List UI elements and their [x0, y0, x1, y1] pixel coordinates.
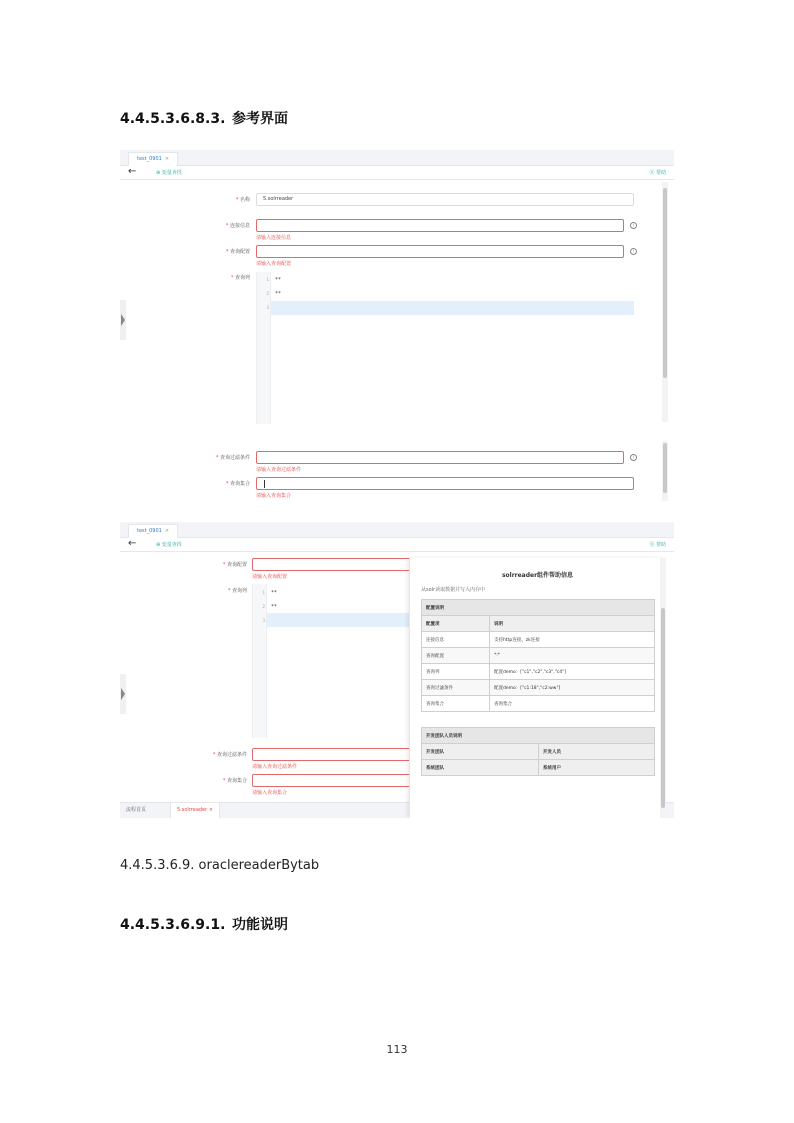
tab-label: test_0901 [137, 528, 162, 534]
collection-label: * 查询集合 [222, 778, 247, 784]
line-number: 2 [266, 291, 269, 296]
screenshot-help-panel [120, 522, 674, 818]
collapse-handle[interactable] [120, 674, 126, 714]
query-config-label: * 查询配置 [222, 562, 247, 568]
collection-error: 请输入查询集合 [256, 493, 292, 499]
section-number: 4.4.5.3.6.9.1. [120, 917, 226, 933]
code-line: ** [275, 277, 282, 283]
query-config-error: 请输入查询配置 [256, 261, 292, 267]
info-icon[interactable]: ! [630, 248, 637, 255]
table-cell: 系统用户 [539, 760, 655, 776]
tab-test-0901[interactable] [128, 524, 178, 538]
connection-label: * 连接信息 [225, 223, 250, 229]
help-link[interactable]: ⓪ 帮助 [649, 170, 666, 176]
text-cursor [264, 480, 265, 488]
config-table [421, 599, 655, 712]
table-header: 开发团队 [422, 744, 539, 760]
toolbar [120, 538, 674, 552]
tab-label: test_0901 [137, 156, 162, 162]
filter-error: 请输入查询过滤条件 [252, 764, 298, 770]
query-columns-editor[interactable] [252, 584, 412, 738]
table-header: 说明 [490, 616, 655, 632]
query-columns-label: * 查询列 [230, 275, 250, 281]
tab-solrreader[interactable]: 5.solrreader × [170, 803, 220, 818]
variable-search-link[interactable]: ⊕ 变量查找 [156, 170, 182, 176]
table-cell: 查询过滤条件 [422, 680, 490, 696]
toolbar [120, 166, 674, 180]
collection-input[interactable] [256, 477, 634, 490]
name-label: * 名称 [235, 197, 250, 203]
section-title: 功能说明 [232, 917, 288, 933]
section-title: 参考界面 [232, 111, 288, 127]
scrollbar[interactable] [662, 182, 668, 422]
info-icon[interactable]: ! [630, 222, 637, 229]
table-header: 开发人员 [539, 744, 655, 760]
scrollbar-thumb[interactable] [661, 608, 665, 808]
variable-search-link[interactable]: ⊕ 变量查找 [156, 542, 182, 548]
table-cell: 查询列 [422, 664, 490, 680]
collection-input[interactable] [252, 774, 412, 787]
collection-label: * 查询集合 [225, 481, 250, 487]
help-panel-description: 从solr读取数据并写入内存中 [421, 587, 486, 593]
filter-error: 请输入查询过滤条件 [256, 467, 302, 473]
scrollbar-thumb[interactable] [663, 188, 667, 378]
table-cell: 支持http连接、zk连接 [490, 632, 655, 648]
line-number: 3 [266, 305, 269, 310]
query-config-input[interactable] [252, 558, 412, 571]
collapse-handle[interactable] [120, 300, 126, 340]
table-cell: 查询集合 [490, 696, 655, 712]
team-table-caption: 开发团队人员说明 [422, 728, 655, 744]
page-number: 113 [386, 1043, 408, 1056]
back-arrow-icon[interactable]: ← [128, 166, 137, 177]
line-number: 1 [266, 277, 269, 282]
scrollbar[interactable] [662, 441, 668, 501]
section-number: 4.4.5.3.6.8.3. [120, 111, 226, 127]
code-line: ** [271, 590, 278, 596]
table-cell: 查询集合 [422, 696, 490, 712]
line-number: 2 [262, 604, 265, 609]
back-arrow-icon[interactable]: ← [128, 538, 137, 549]
query-columns-label: * 查询列 [227, 588, 247, 594]
line-number: 1 [262, 590, 265, 595]
help-panel [409, 558, 665, 818]
active-line [271, 301, 634, 315]
connection-input[interactable] [256, 219, 624, 232]
section-heading-reference-ui [120, 108, 288, 128]
tab-test-0901[interactable] [128, 152, 178, 166]
connection-error: 请输入连接信息 [256, 235, 292, 241]
filter-label: * 查询过滤条件 [215, 455, 250, 461]
section-heading-function [120, 914, 288, 934]
table-cell: *:* [490, 648, 655, 664]
table-cell: 配置demo：["c1","c2","c3","c4"] [490, 664, 655, 680]
code-line: ** [275, 291, 282, 297]
tab-bar [120, 150, 674, 166]
close-icon[interactable]: × [164, 156, 170, 162]
line-number: 3 [262, 618, 265, 623]
table-cell: 查询配置 [422, 648, 490, 664]
team-table [421, 727, 655, 776]
query-config-error: 请输入查询配置 [252, 574, 288, 580]
help-link[interactable]: ⓪ 帮助 [649, 542, 666, 548]
table-header: 配置项 [422, 616, 490, 632]
close-icon[interactable]: × [164, 528, 170, 534]
config-table-caption: 配置说明 [422, 600, 655, 616]
screenshot-form-bottom [120, 441, 674, 504]
active-line [267, 613, 412, 627]
screenshot-form-top [120, 150, 674, 427]
table-cell: 系统团队 [422, 760, 539, 776]
name-input[interactable]: 5.solrreader [256, 193, 634, 206]
filter-input[interactable] [252, 748, 412, 761]
code-line: ** [271, 604, 278, 610]
filter-input[interactable] [256, 451, 624, 464]
tab-process-home[interactable]: 流程首页 [126, 807, 147, 813]
query-config-input[interactable] [256, 245, 624, 258]
scrollbar[interactable] [660, 558, 666, 818]
table-cell: 配置demo：["c1:18","c2:ww"] [490, 680, 655, 696]
info-icon[interactable]: ! [630, 454, 637, 461]
query-columns-editor[interactable] [256, 272, 634, 424]
scrollbar-thumb[interactable] [663, 443, 667, 493]
tab-bar [120, 522, 674, 538]
table-cell: 连接信息 [422, 632, 490, 648]
filter-label: * 查询过滤条件 [212, 752, 247, 758]
section-heading-oraclereader: 4.4.5.3.6.9. oraclereaderBytab [120, 858, 320, 873]
query-config-label: * 查询配置 [225, 249, 250, 255]
collection-error: 请输入查询集合 [252, 790, 288, 796]
help-panel-title: solrreader组件帮助信息 [501, 572, 574, 579]
